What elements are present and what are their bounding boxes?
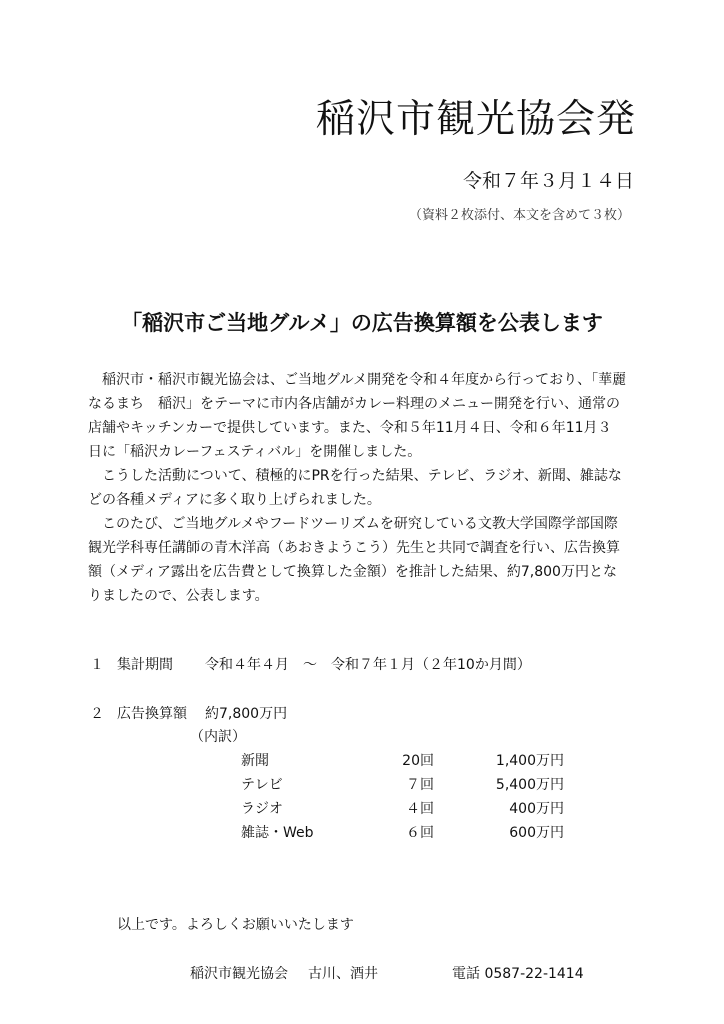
section1-number: １ — [90, 657, 104, 673]
breakdown-amount: 400万円 — [509, 801, 564, 817]
breakdown-media: テレビ — [241, 777, 283, 793]
breakdown-count: 20回 — [402, 753, 434, 769]
section2-label: 広告換算額 — [117, 706, 187, 722]
body-line: りましたので、公表します。 — [88, 588, 269, 604]
contact-phone: 電話 0587-22-1414 — [452, 966, 584, 982]
document-title: 「稲沢市ご当地グルメ」の広告換算額を公表します — [121, 311, 603, 335]
issuer-heading: 稲沢市観光協会発 — [315, 97, 636, 142]
breakdown-media: 新聞 — [241, 753, 269, 769]
section1-value: 令和４年４月 ～ 令和７年１月（２年10か月間） — [205, 657, 531, 673]
document-date: 令和７年３月１４日 — [462, 170, 634, 192]
section2-number: ２ — [90, 706, 104, 722]
body-line: このたび、ご当地グルメやフードツーリズムを研究している文教大学国際学部国際 — [88, 516, 618, 532]
section1-label: 集計期間 — [117, 657, 173, 673]
breakdown-media: 雑誌・Web — [241, 825, 314, 841]
closing-text: 以上です。よろしくお願いいたします — [117, 917, 354, 933]
breakdown-amount: 5,400万円 — [495, 777, 564, 793]
body-line: 店舗やキッチンカーで提供しています。また、令和５年11月４日、令和６年11月３ — [88, 420, 612, 436]
body-line: 観光学科専任講師の青木洋高（あおきようこう）先生と共同で調査を行い、広告換算 — [88, 540, 620, 556]
body-line: こうした活動について、積極的にPRを行った結果、テレビ、ラジオ、新聞、雑誌な — [88, 468, 622, 484]
body-text — [88, 368, 644, 608]
body-line: 日に「稲沢カレーフェスティバル」を開催しました。 — [88, 444, 422, 460]
breakdown-count: ４回 — [406, 801, 434, 817]
breakdown-count: ６回 — [406, 825, 434, 841]
body-line: どの各種メディアに多く取り上げられました。 — [88, 492, 381, 508]
breakdown-amount: 1,400万円 — [495, 753, 564, 769]
breakdown-media: ラジオ — [241, 801, 283, 817]
body-line: 額（メディア露出を広告費として換算した金額）を推計した結果、約7,800万円とな — [88, 564, 617, 580]
breakdown-count: ７回 — [406, 777, 434, 793]
body-line: 稲沢市・稲沢市観光協会は、ご当地グルメ開発を令和４年度から行っており、「華麗 — [88, 372, 627, 388]
attachment-note: （資料２枚添付、本文を含めて３枚） — [408, 208, 630, 223]
contact-persons: 古川、酒井 — [308, 966, 378, 982]
breakdown-label: （内訳） — [190, 729, 246, 745]
body-line: なるまち 稲沢」をテーマに市内各店舗がカレー料理のメニュー開発を行い、通常の — [88, 396, 620, 412]
section2-value: 約7,800万円 — [205, 706, 288, 722]
contact-organization: 稲沢市観光協会 — [190, 966, 288, 982]
breakdown-amount: 600万円 — [509, 825, 564, 841]
